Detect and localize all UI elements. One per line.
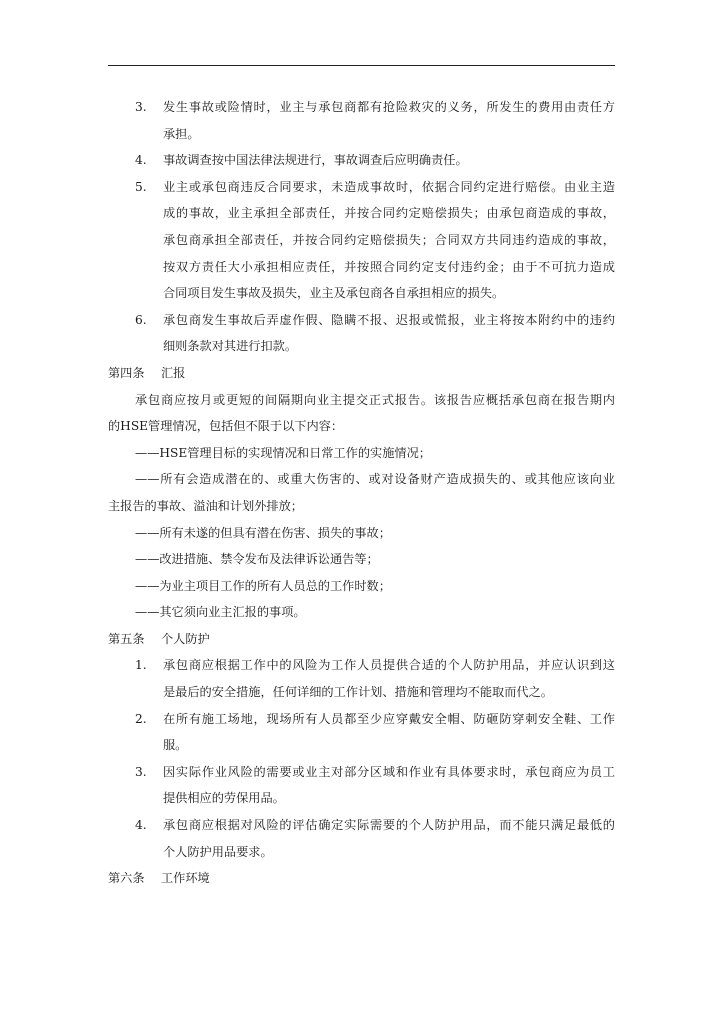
bullet-line: ——HSE管理目标的实现情况和日常工作的实施情况； bbox=[135, 445, 431, 460]
document-body bbox=[108, 94, 615, 892]
item-number: 2. bbox=[135, 711, 147, 726]
item-line: 因实际作业风险的需要或业主对部分区域和作业有具体要求时，承包商应为员工 bbox=[163, 764, 615, 779]
numbered-item-5 bbox=[108, 174, 615, 307]
numbered-item-1 bbox=[108, 652, 615, 705]
item-line: 事故调查按中国法律法规进行，事故调查后应明确责任。 bbox=[163, 153, 468, 168]
article-6 bbox=[108, 865, 615, 892]
item-line: 是最后的安全措施，任何详细的工作计划、措施和管理均不能取而代之。 bbox=[163, 685, 553, 700]
article-number: 第四条 bbox=[108, 365, 145, 380]
article-title: 个人防护 bbox=[161, 631, 210, 646]
item-line: 在所有施工场地，现场所有人员都至少应穿戴安全帽、防砸防穿刺安全鞋、工作 bbox=[163, 711, 615, 726]
article-title: 汇报 bbox=[161, 365, 186, 380]
paragraph-line: 的HSE管理情况，包括但不限于以下内容： bbox=[108, 419, 344, 434]
item-number: 1. bbox=[135, 658, 147, 673]
item-number: 3. bbox=[135, 764, 147, 779]
bullet-line: ——为业主项目工作的所有人员总的工作时数； bbox=[135, 578, 391, 593]
item-line: 服。 bbox=[163, 738, 188, 753]
item-line: 承包商应根据工作中的风险为工作人员提供合适的个人防护用品，并应认识到这 bbox=[163, 658, 615, 673]
numbered-item-6 bbox=[108, 307, 615, 360]
item-number: 5. bbox=[135, 179, 147, 194]
bullet-line: 主报告的事故、溢油和计划外排放； bbox=[108, 498, 303, 513]
item-line: 按双方责任大小承担相应责任，并按照合同约定支付违约金；由于不可抗力造成 bbox=[163, 259, 615, 274]
article-5 bbox=[108, 626, 615, 865]
item-line: 发生事故或险情时，业主与承包商都有抢险救灾的义务，所发生的费用由责任方 bbox=[163, 100, 615, 114]
item-line: 提供相应的劳保用品。 bbox=[163, 791, 285, 806]
numbered-item-3 bbox=[108, 759, 615, 812]
numbered-item-3 bbox=[108, 94, 615, 147]
item-number: 6. bbox=[135, 312, 147, 327]
article-title: 工作环境 bbox=[161, 871, 210, 886]
bullet-line: ——所有会造成潜在的、或重大伤害的、或对设备财产造成损失的、或其他应该向业 bbox=[135, 472, 615, 487]
item-line: 承包商发生事故后弄虚作假、隐瞒不报、迟报或慌报，业主将按本附约中的违约 bbox=[163, 312, 615, 327]
item-line: 个人防护用品要求。 bbox=[163, 844, 273, 859]
bullet-line: ——所有未遂的但具有潜在伤害、损失的事故； bbox=[135, 525, 391, 540]
bullet-line: ——其它须向业主汇报的事项。 bbox=[135, 605, 306, 620]
item-number: 3. bbox=[135, 100, 147, 114]
item-number: 4. bbox=[135, 818, 147, 833]
paragraph-line: 承包商应按月或更短的间隔期向业主提交正式报告。该报告应概括承包商在报告期内 bbox=[135, 392, 615, 407]
item-line: 承担。 bbox=[163, 126, 200, 141]
article-number: 第五条 bbox=[108, 631, 145, 646]
article-4 bbox=[108, 360, 615, 626]
item-line: 业主或承包商违反合同要求，未造成事故时，依据合同约定进行赔偿。由业主造 bbox=[163, 179, 615, 194]
numbered-item-4 bbox=[108, 147, 615, 174]
item-line: 合同项目发生事故及损失，业主及承包商各自承担相应的损失。 bbox=[163, 286, 505, 301]
item-line: 承包商承担全部责任，并按合同约定赔偿损失；合同双方共同违约造成的事故， bbox=[163, 232, 615, 247]
item-line: 承包商应根据对风险的评估确定实际需要的个人防护用品，而不能只满足最低的 bbox=[163, 818, 615, 833]
article-number: 第六条 bbox=[108, 871, 145, 886]
header-rule bbox=[108, 65, 615, 66]
bullet-line: ——改进措施、禁令发布及法律诉讼通告等； bbox=[135, 552, 379, 567]
item-number: 4. bbox=[135, 153, 147, 168]
item-line: 成的事故，业主承担全部责任，并按合同约定赔偿损失；由承包商造成的事故， bbox=[163, 206, 615, 221]
item-line: 细则条款对其进行扣款。 bbox=[163, 339, 298, 354]
numbered-item-2 bbox=[108, 706, 615, 759]
numbered-item-4 bbox=[108, 812, 615, 865]
